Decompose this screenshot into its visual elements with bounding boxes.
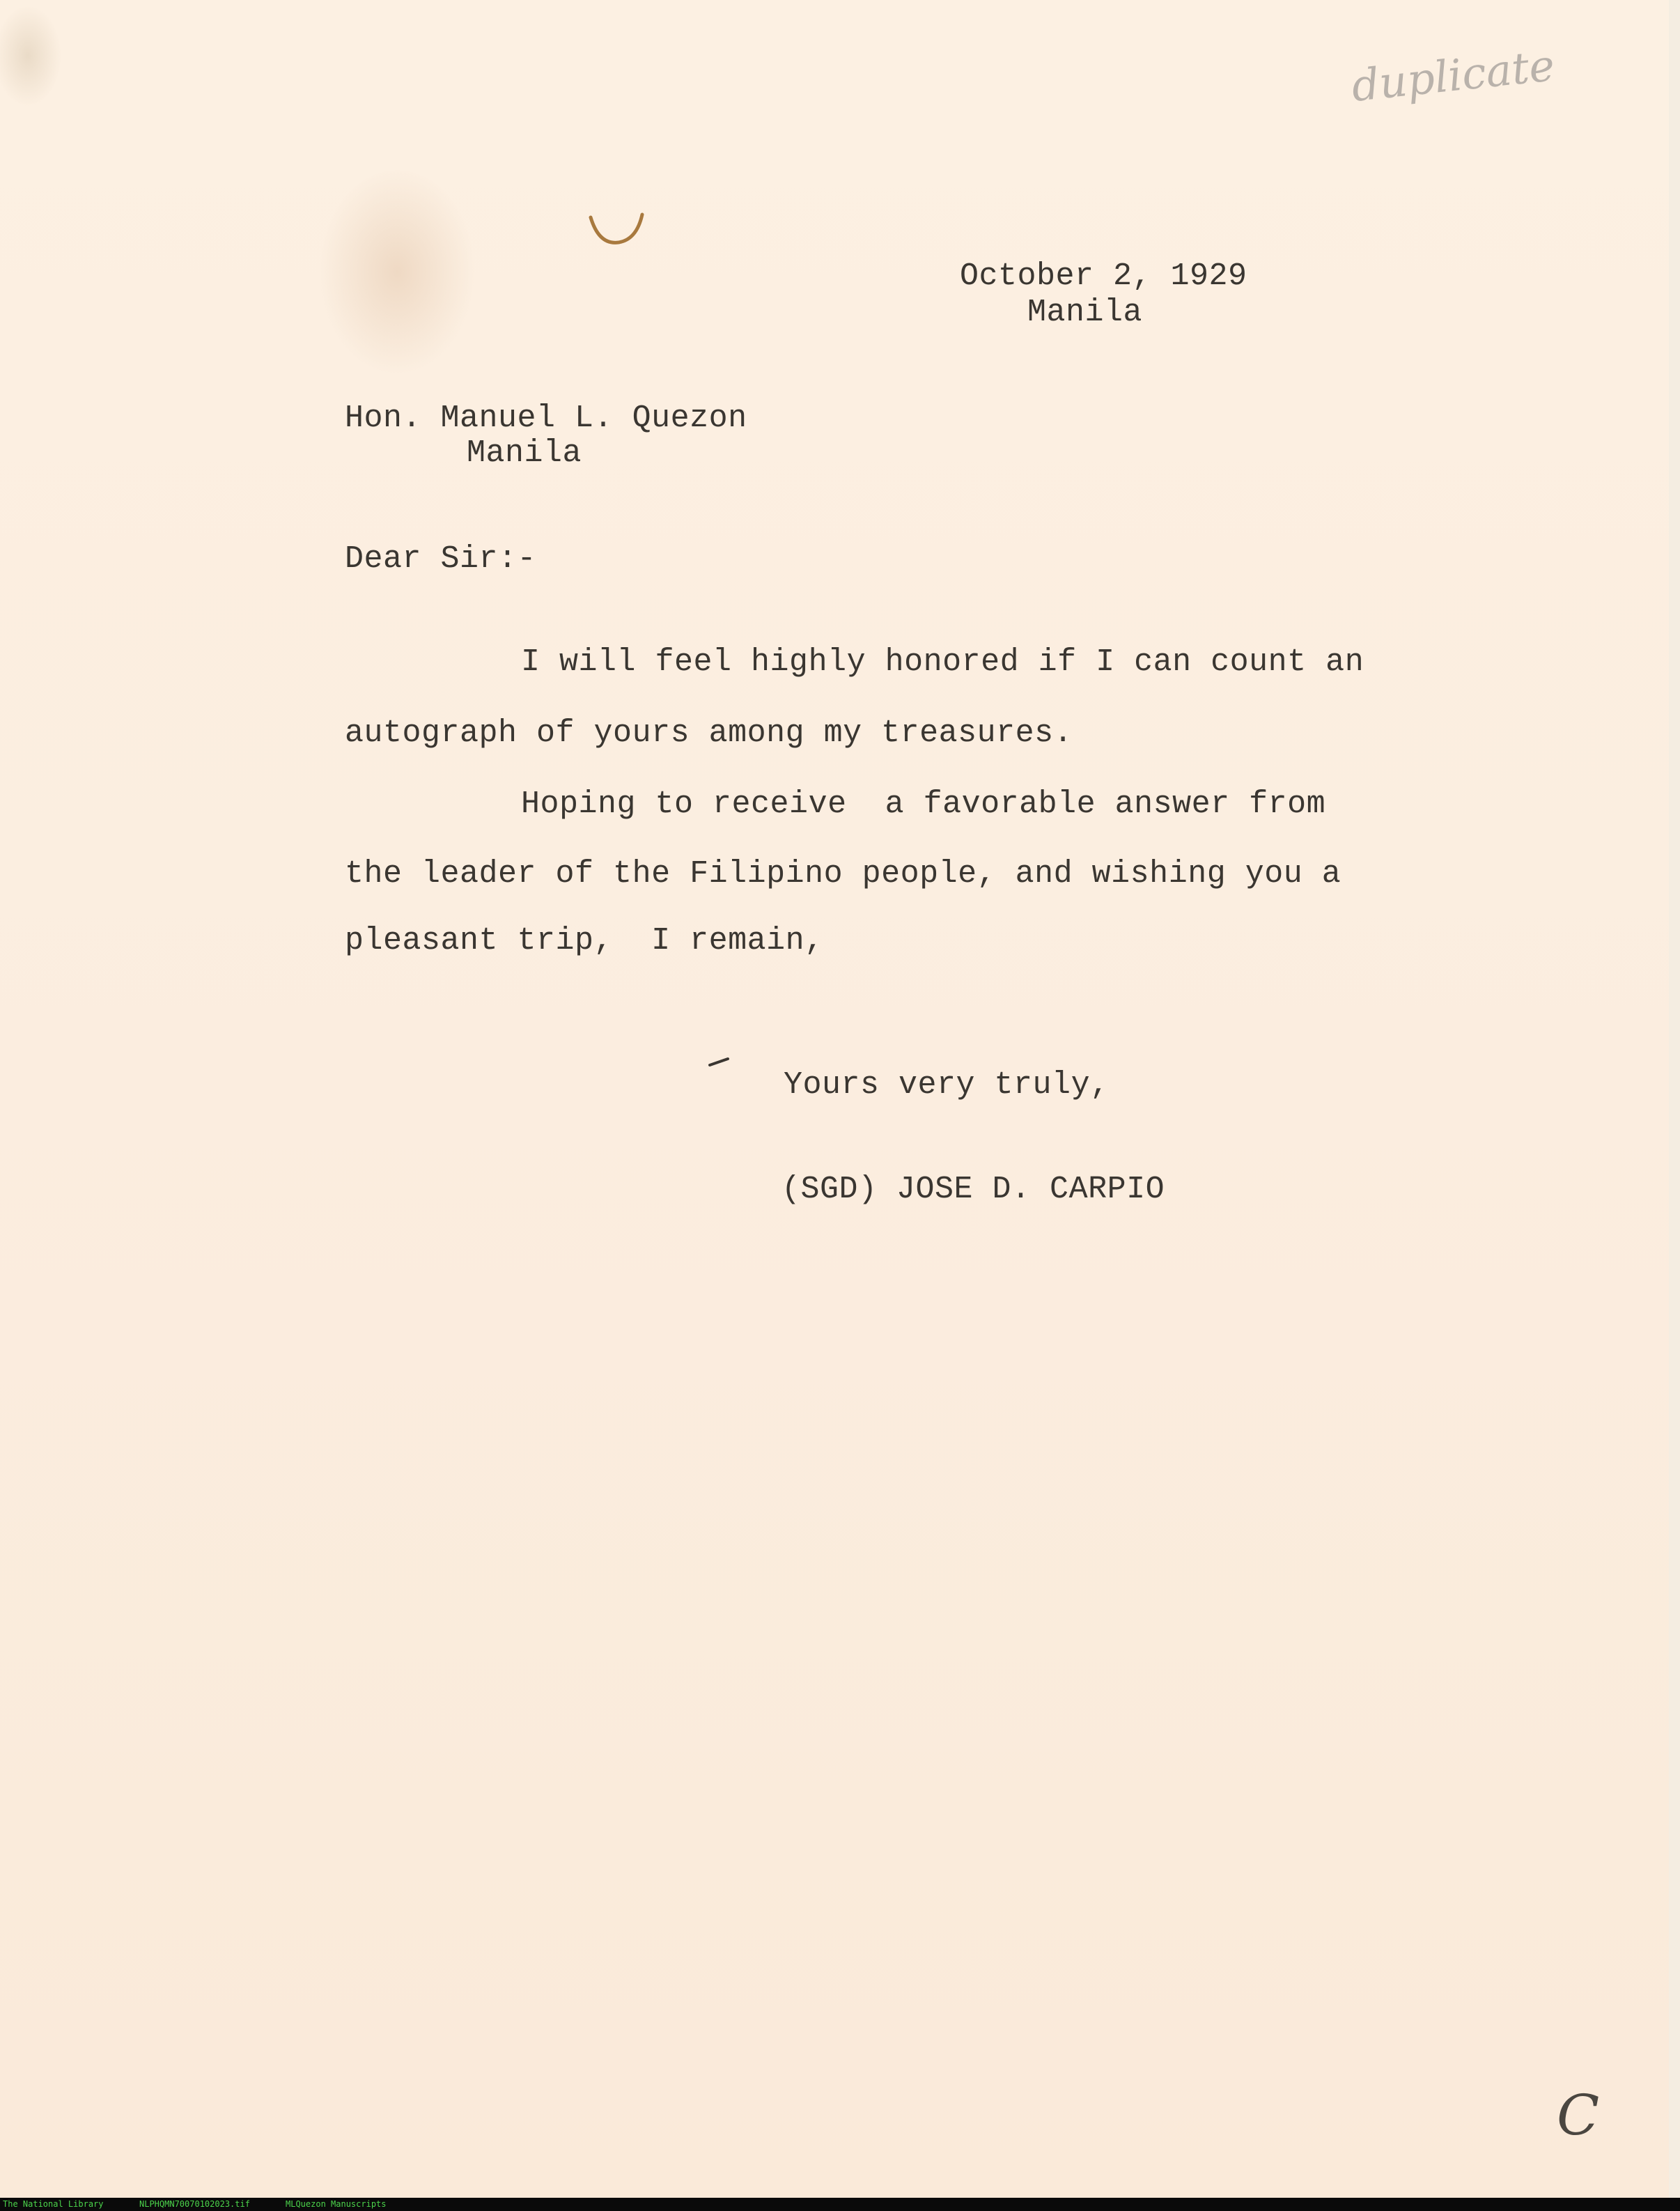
salutation: Dear Sir:- [345,541,537,577]
letter-date: October 2, 1929 [960,258,1247,294]
corner-mark: C [1557,2083,1600,2148]
signature: (SGD) JOSE D. CARPIO [781,1172,1165,1207]
footer-library: The National Library [3,2199,104,2209]
letter-date-place: Manila [1027,295,1143,330]
recipient-place: Manila [467,435,582,471]
body-line: autograph of yours among my treasures. [345,715,1073,751]
body-line: I will feel highly honored if I can count an [521,644,1364,680]
archive-footer [0,2198,1680,2211]
body-line: the leader of the Filipino people, and wishing you a [345,856,1341,892]
stray-mark-icon [707,1055,732,1069]
staple-mark-icon [585,209,648,251]
footer-collection: MLQuezon Manuscripts [286,2199,387,2209]
body-line: Hoping to receive a favorable answer from [521,786,1326,822]
footer-file-id: NLPHQMN70070102023.tif [139,2199,250,2209]
body-line: pleasant trip, I remain, [345,923,824,959]
closing: Yours very truly, [784,1067,1110,1103]
pencil-note: duplicate [1348,39,1557,112]
recipient-name: Hon. Manuel L. Quezon [345,401,747,436]
